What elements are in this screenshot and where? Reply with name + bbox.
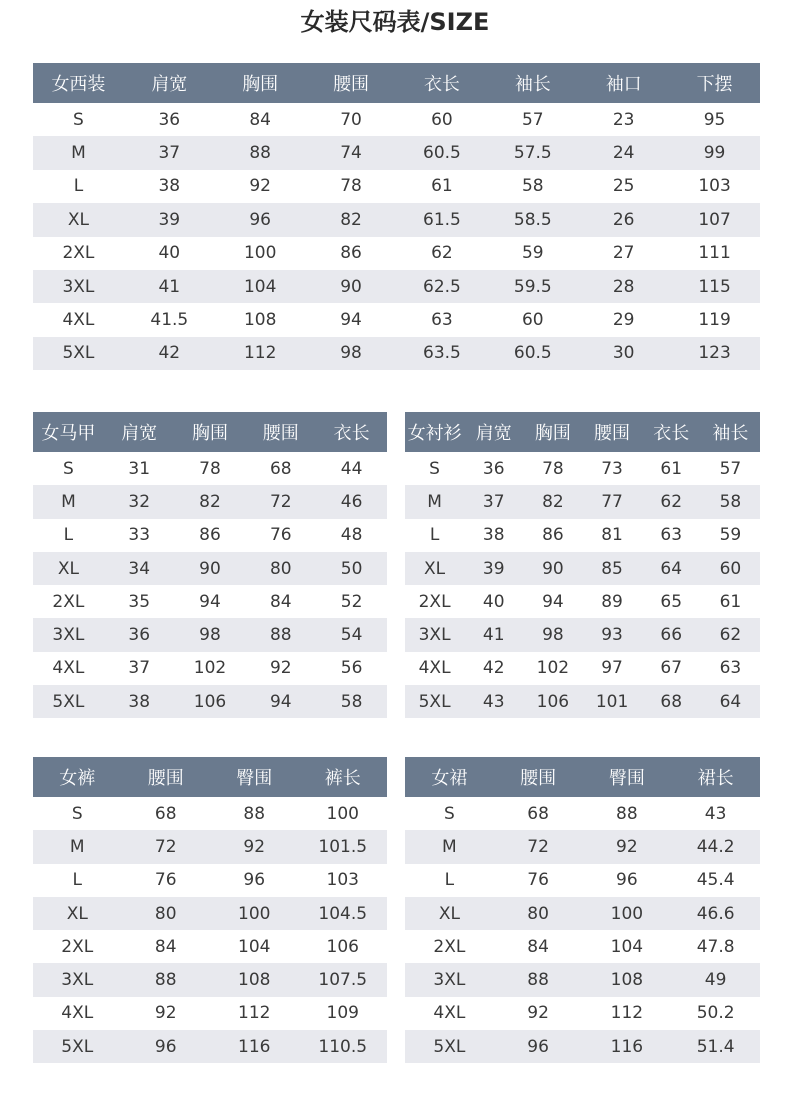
measurement-cell: 31	[104, 452, 175, 485]
size-label-cell: 4XL	[33, 303, 124, 336]
measurement-cell: 46.6	[671, 897, 760, 930]
table-header-row	[405, 412, 760, 452]
column-header: 肩宽	[104, 412, 175, 452]
size-label-cell: XL	[33, 552, 104, 585]
size-label-cell: XL	[405, 552, 464, 585]
size-label-cell: S	[33, 797, 122, 830]
measurement-cell: 70	[306, 103, 397, 136]
measurement-cell: 94	[175, 585, 246, 618]
measurement-cell: 44.2	[671, 830, 760, 863]
size-label-cell: M	[405, 830, 494, 863]
measurement-cell: 108	[583, 963, 672, 996]
size-label-cell: 4XL	[33, 997, 122, 1030]
measurement-cell: 103	[669, 170, 760, 203]
measurement-cell: 62	[642, 485, 701, 518]
measurement-cell: 60.5	[397, 136, 488, 169]
measurement-cell: 76	[122, 864, 211, 897]
measurement-cell: 58	[701, 485, 760, 518]
table-header-row	[33, 412, 387, 452]
measurement-cell: 98	[306, 337, 397, 370]
measurement-cell: 57	[487, 103, 578, 136]
measurement-cell: 90	[523, 552, 582, 585]
size-label-cell: 4XL	[33, 652, 104, 685]
measurement-cell: 66	[642, 618, 701, 651]
measurement-cell: 100	[583, 897, 672, 930]
measurement-cell: 84	[245, 585, 316, 618]
pants-size-table	[33, 757, 387, 1063]
measurement-cell: 106	[299, 930, 388, 963]
measurement-cell: 37	[104, 652, 175, 685]
measurement-cell: 104	[583, 930, 672, 963]
column-header: 腰围	[494, 757, 583, 797]
measurement-cell: 90	[306, 270, 397, 303]
measurement-cell: 84	[494, 930, 583, 963]
measurement-cell: 51.4	[671, 1030, 760, 1063]
measurement-cell: 86	[306, 237, 397, 270]
table-row	[405, 864, 760, 897]
measurement-cell: 34	[104, 552, 175, 585]
measurement-cell: 78	[175, 452, 246, 485]
measurement-cell: 82	[306, 203, 397, 236]
measurement-cell: 25	[578, 170, 669, 203]
measurement-cell: 59.5	[487, 270, 578, 303]
table-row	[33, 170, 760, 203]
table-row	[405, 519, 760, 552]
size-label-cell: 3XL	[405, 618, 464, 651]
measurement-cell: 106	[523, 685, 582, 718]
table-header-row	[405, 757, 760, 797]
column-header: 女裙	[405, 757, 494, 797]
measurement-cell: 88	[494, 963, 583, 996]
measurement-cell: 104	[210, 930, 299, 963]
measurement-cell: 88	[245, 618, 316, 651]
column-header: 衣长	[316, 412, 387, 452]
size-label-cell: L	[33, 170, 124, 203]
size-label-cell: M	[405, 485, 464, 518]
measurement-cell: 107	[669, 203, 760, 236]
size-label-cell: 5XL	[405, 685, 464, 718]
measurement-cell: 82	[175, 485, 246, 518]
measurement-cell: 111	[669, 237, 760, 270]
measurement-cell: 54	[316, 618, 387, 651]
measurement-cell: 94	[245, 685, 316, 718]
table-row	[33, 1030, 387, 1063]
size-label-cell: 5XL	[33, 1030, 122, 1063]
measurement-cell: 95	[669, 103, 760, 136]
measurement-cell: 60	[397, 103, 488, 136]
table-row	[33, 585, 387, 618]
table-row	[405, 963, 760, 996]
size-label-cell: L	[405, 864, 494, 897]
measurement-cell: 62	[701, 618, 760, 651]
table-row	[33, 930, 387, 963]
measurement-cell: 92	[494, 997, 583, 1030]
column-header: 女衬衫	[405, 412, 464, 452]
column-header: 肩宽	[464, 412, 523, 452]
measurement-cell: 52	[316, 585, 387, 618]
measurement-cell: 78	[523, 452, 582, 485]
measurement-cell: 58	[316, 685, 387, 718]
size-label-cell: M	[33, 830, 122, 863]
measurement-cell: 82	[523, 485, 582, 518]
suit-size-table	[33, 63, 760, 370]
measurement-cell: 30	[578, 337, 669, 370]
table-row	[33, 270, 760, 303]
size-label-cell: 3XL	[405, 963, 494, 996]
size-label-cell: 5XL	[33, 337, 124, 370]
size-label-cell: XL	[33, 203, 124, 236]
measurement-cell: 78	[306, 170, 397, 203]
measurement-cell: 98	[175, 618, 246, 651]
measurement-cell: 64	[642, 552, 701, 585]
column-header: 腰围	[245, 412, 316, 452]
measurement-cell: 102	[175, 652, 246, 685]
measurement-cell: 37	[464, 485, 523, 518]
measurement-cell: 96	[494, 1030, 583, 1063]
measurement-cell: 28	[578, 270, 669, 303]
measurement-cell: 56	[316, 652, 387, 685]
table-row	[405, 652, 760, 685]
table-row	[405, 552, 760, 585]
table-row	[33, 685, 387, 718]
measurement-cell: 50	[316, 552, 387, 585]
measurement-cell: 44	[316, 452, 387, 485]
measurement-cell: 48	[316, 519, 387, 552]
table-row	[33, 303, 760, 336]
table-row	[33, 103, 760, 136]
measurement-cell: 45.4	[671, 864, 760, 897]
measurement-cell: 96	[210, 864, 299, 897]
measurement-cell: 60.5	[487, 337, 578, 370]
size-label-cell: S	[405, 452, 464, 485]
table-row	[33, 997, 387, 1030]
measurement-cell: 62.5	[397, 270, 488, 303]
measurement-cell: 37	[124, 136, 215, 169]
measurement-cell: 108	[215, 303, 306, 336]
measurement-cell: 100	[215, 237, 306, 270]
table-row	[33, 652, 387, 685]
table-row	[33, 337, 760, 370]
shirt-size-table	[405, 412, 760, 718]
measurement-cell: 24	[578, 136, 669, 169]
column-header: 袖长	[701, 412, 760, 452]
measurement-cell: 67	[642, 652, 701, 685]
measurement-cell: 74	[306, 136, 397, 169]
size-label-cell: 3XL	[33, 963, 122, 996]
measurement-cell: 26	[578, 203, 669, 236]
size-label-cell: 3XL	[33, 618, 104, 651]
measurement-cell: 43	[671, 797, 760, 830]
table-header-row	[33, 757, 387, 797]
measurement-cell: 35	[104, 585, 175, 618]
measurement-cell: 123	[669, 337, 760, 370]
measurement-cell: 119	[669, 303, 760, 336]
measurement-cell: 92	[215, 170, 306, 203]
measurement-cell: 92	[583, 830, 672, 863]
table-row	[33, 897, 387, 930]
column-header: 肩宽	[124, 63, 215, 103]
table-row	[33, 797, 387, 830]
measurement-cell: 72	[494, 830, 583, 863]
table-row	[405, 897, 760, 930]
measurement-cell: 88	[210, 797, 299, 830]
table-row	[33, 618, 387, 651]
measurement-cell: 96	[583, 864, 672, 897]
measurement-cell: 38	[124, 170, 215, 203]
measurement-cell: 59	[701, 519, 760, 552]
size-label-cell: S	[33, 103, 124, 136]
measurement-cell: 50.2	[671, 997, 760, 1030]
measurement-cell: 40	[124, 237, 215, 270]
measurement-cell: 104.5	[299, 897, 388, 930]
table-row	[33, 552, 387, 585]
column-header: 胸围	[215, 63, 306, 103]
measurement-cell: 57	[701, 452, 760, 485]
table-row	[33, 136, 760, 169]
measurement-cell: 107.5	[299, 963, 388, 996]
size-label-cell: M	[33, 136, 124, 169]
measurement-cell: 72	[245, 485, 316, 518]
table-row	[405, 452, 760, 485]
measurement-cell: 97	[582, 652, 641, 685]
measurement-cell: 112	[215, 337, 306, 370]
measurement-cell: 57.5	[487, 136, 578, 169]
measurement-cell: 73	[582, 452, 641, 485]
measurement-cell: 80	[245, 552, 316, 585]
column-header: 胸围	[175, 412, 246, 452]
column-header: 臀围	[583, 757, 672, 797]
measurement-cell: 61	[701, 585, 760, 618]
measurement-cell: 65	[642, 585, 701, 618]
column-header: 胸围	[523, 412, 582, 452]
measurement-cell: 86	[523, 519, 582, 552]
measurement-cell: 41	[464, 618, 523, 651]
table-row	[33, 963, 387, 996]
measurement-cell: 100	[210, 897, 299, 930]
measurement-cell: 100	[299, 797, 388, 830]
size-label-cell: L	[33, 864, 122, 897]
measurement-cell: 41.5	[124, 303, 215, 336]
size-label-cell: 4XL	[405, 997, 494, 1030]
size-label-cell: L	[33, 519, 104, 552]
table-row	[33, 519, 387, 552]
measurement-cell: 27	[578, 237, 669, 270]
size-label-cell: 4XL	[405, 652, 464, 685]
measurement-cell: 102	[523, 652, 582, 685]
measurement-cell: 110.5	[299, 1030, 388, 1063]
size-label-cell: 3XL	[33, 270, 124, 303]
measurement-cell: 80	[494, 897, 583, 930]
measurement-cell: 39	[124, 203, 215, 236]
table-row	[33, 237, 760, 270]
measurement-cell: 36	[464, 452, 523, 485]
size-label-cell: 5XL	[33, 685, 104, 718]
measurement-cell: 104	[215, 270, 306, 303]
measurement-cell: 38	[104, 685, 175, 718]
table-row	[405, 997, 760, 1030]
measurement-cell: 61	[642, 452, 701, 485]
measurement-cell: 80	[122, 897, 211, 930]
measurement-cell: 88	[583, 797, 672, 830]
measurement-cell: 88	[122, 963, 211, 996]
measurement-cell: 43	[464, 685, 523, 718]
measurement-cell: 63	[642, 519, 701, 552]
measurement-cell: 86	[175, 519, 246, 552]
measurement-cell: 93	[582, 618, 641, 651]
table-row	[33, 452, 387, 485]
measurement-cell: 60	[701, 552, 760, 585]
measurement-cell: 88	[215, 136, 306, 169]
measurement-cell: 81	[582, 519, 641, 552]
table-row	[405, 1030, 760, 1063]
measurement-cell: 23	[578, 103, 669, 136]
column-header: 裙长	[671, 757, 760, 797]
column-header: 衣长	[642, 412, 701, 452]
measurement-cell: 40	[464, 585, 523, 618]
measurement-cell: 108	[210, 963, 299, 996]
measurement-cell: 59	[487, 237, 578, 270]
measurement-cell: 39	[464, 552, 523, 585]
measurement-cell: 36	[104, 618, 175, 651]
measurement-cell: 68	[642, 685, 701, 718]
page-title: 女装尺码表/SIZE	[300, 8, 490, 36]
measurement-cell: 42	[464, 652, 523, 685]
measurement-cell: 38	[464, 519, 523, 552]
measurement-cell: 112	[210, 997, 299, 1030]
table-row	[33, 830, 387, 863]
measurement-cell: 63	[397, 303, 488, 336]
table-row	[405, 618, 760, 651]
size-label-cell: 2XL	[33, 585, 104, 618]
column-header: 腰围	[582, 412, 641, 452]
measurement-cell: 41	[124, 270, 215, 303]
measurement-cell: 94	[306, 303, 397, 336]
table-row	[405, 797, 760, 830]
column-header: 袖长	[487, 63, 578, 103]
measurement-cell: 84	[122, 930, 211, 963]
table-row	[405, 485, 760, 518]
measurement-cell: 60	[487, 303, 578, 336]
size-label-cell: 2XL	[33, 930, 122, 963]
size-label-cell: S	[33, 452, 104, 485]
column-header: 女西装	[33, 63, 124, 103]
measurement-cell: 46	[316, 485, 387, 518]
measurement-cell: 77	[582, 485, 641, 518]
measurement-cell: 61.5	[397, 203, 488, 236]
measurement-cell: 96	[215, 203, 306, 236]
measurement-cell: 72	[122, 830, 211, 863]
table-row	[405, 585, 760, 618]
measurement-cell: 89	[582, 585, 641, 618]
measurement-cell: 63.5	[397, 337, 488, 370]
measurement-cell: 61	[397, 170, 488, 203]
size-label-cell: 5XL	[405, 1030, 494, 1063]
measurement-cell: 76	[245, 519, 316, 552]
measurement-cell: 101	[582, 685, 641, 718]
measurement-cell: 103	[299, 864, 388, 897]
measurement-cell: 115	[669, 270, 760, 303]
measurement-cell: 112	[583, 997, 672, 1030]
measurement-cell: 49	[671, 963, 760, 996]
table-header-row	[33, 63, 760, 103]
measurement-cell: 109	[299, 997, 388, 1030]
measurement-cell: 68	[122, 797, 211, 830]
column-header: 腰围	[122, 757, 211, 797]
size-label-cell: XL	[33, 897, 122, 930]
measurement-cell: 90	[175, 552, 246, 585]
measurement-cell: 94	[523, 585, 582, 618]
measurement-cell: 68	[245, 452, 316, 485]
table-row	[405, 685, 760, 718]
measurement-cell: 92	[245, 652, 316, 685]
measurement-cell: 92	[210, 830, 299, 863]
measurement-cell: 29	[578, 303, 669, 336]
measurement-cell: 116	[583, 1030, 672, 1063]
measurement-cell: 96	[122, 1030, 211, 1063]
table-row	[33, 864, 387, 897]
measurement-cell: 68	[494, 797, 583, 830]
measurement-cell: 64	[701, 685, 760, 718]
measurement-cell: 47.8	[671, 930, 760, 963]
measurement-cell: 92	[122, 997, 211, 1030]
measurement-cell: 99	[669, 136, 760, 169]
size-label-cell: S	[405, 797, 494, 830]
measurement-cell: 98	[523, 618, 582, 651]
measurement-cell: 58.5	[487, 203, 578, 236]
measurement-cell: 42	[124, 337, 215, 370]
skirt-size-table	[405, 757, 760, 1063]
measurement-cell: 32	[104, 485, 175, 518]
measurement-cell: 33	[104, 519, 175, 552]
size-label-cell: 2XL	[405, 930, 494, 963]
column-header: 臀围	[210, 757, 299, 797]
measurement-cell: 85	[582, 552, 641, 585]
size-label-cell: 2XL	[405, 585, 464, 618]
measurement-cell: 76	[494, 864, 583, 897]
column-header: 裤长	[299, 757, 388, 797]
size-label-cell: M	[33, 485, 104, 518]
column-header: 下摆	[669, 63, 760, 103]
measurement-cell: 84	[215, 103, 306, 136]
column-header: 女马甲	[33, 412, 104, 452]
table-row	[33, 485, 387, 518]
table-row	[33, 203, 760, 236]
measurement-cell: 106	[175, 685, 246, 718]
size-label-cell: XL	[405, 897, 494, 930]
measurement-cell: 58	[487, 170, 578, 203]
vest-size-table	[33, 412, 387, 718]
column-header: 腰围	[306, 63, 397, 103]
table-row	[405, 930, 760, 963]
column-header: 衣长	[397, 63, 488, 103]
measurement-cell: 62	[397, 237, 488, 270]
column-header: 袖口	[578, 63, 669, 103]
table-row	[405, 830, 760, 863]
measurement-cell: 101.5	[299, 830, 388, 863]
measurement-cell: 63	[701, 652, 760, 685]
measurement-cell: 36	[124, 103, 215, 136]
size-label-cell: L	[405, 519, 464, 552]
measurement-cell: 116	[210, 1030, 299, 1063]
size-label-cell: 2XL	[33, 237, 124, 270]
column-header: 女裤	[33, 757, 122, 797]
